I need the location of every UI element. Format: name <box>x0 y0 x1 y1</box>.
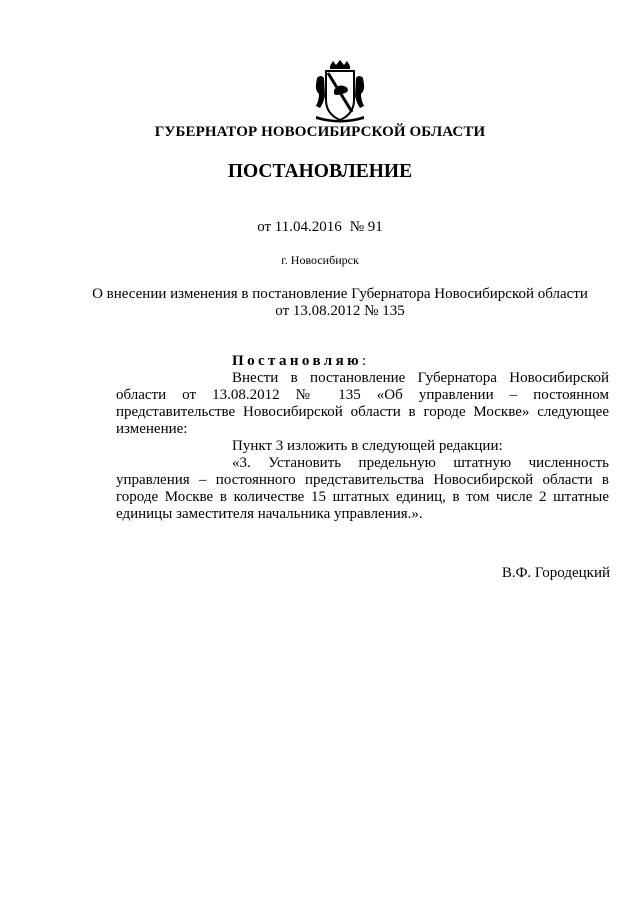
resolve-heading <box>232 353 609 370</box>
body-paragraph-1: Внести в постановление Губернатора Новосибирской области от 13.08.2012 № 135 «Об управлении – постоянном представительстве Новосибирской области в городе Москве» следующее изменение: <box>116 370 609 437</box>
document-number: № 91 <box>349 219 383 235</box>
body-paragraph-2: Пункт 3 изложить в следующей редакции: <box>232 438 503 454</box>
body-paragraph-3: «3. Установить предельную штатную численность управления – постоянного представительства Новосибирской области в городе Москве в количестве 15 штатных единиц, в том числе 2 штатные единицы заместителя начальника управления.». <box>116 455 609 522</box>
signatory-name: В.Ф. Городецкий <box>501 565 610 581</box>
resolve-word: Постановляю <box>232 353 362 369</box>
document-subject <box>60 286 620 320</box>
document-type-title: ПОСТАНОВЛЕНИЕ <box>227 161 413 182</box>
coat-of-arms-emblem-icon <box>312 60 368 124</box>
document-body <box>116 353 609 523</box>
subject-line-1: О внесении изменения в постановление Губернатора Новосибирской области <box>92 286 588 302</box>
issuing-authority: ГУБЕРНАТОР НОВОСИБИРСКОЙ ОБЛАСТИ <box>154 124 486 140</box>
subject-line-2: от 13.08.2012 № 135 <box>275 303 405 319</box>
document-date-number <box>0 219 640 236</box>
document-date: от 11.04.2016 <box>257 219 342 235</box>
resolve-colon: : <box>361 353 367 369</box>
document-city: г. Новосибирск <box>281 253 359 267</box>
